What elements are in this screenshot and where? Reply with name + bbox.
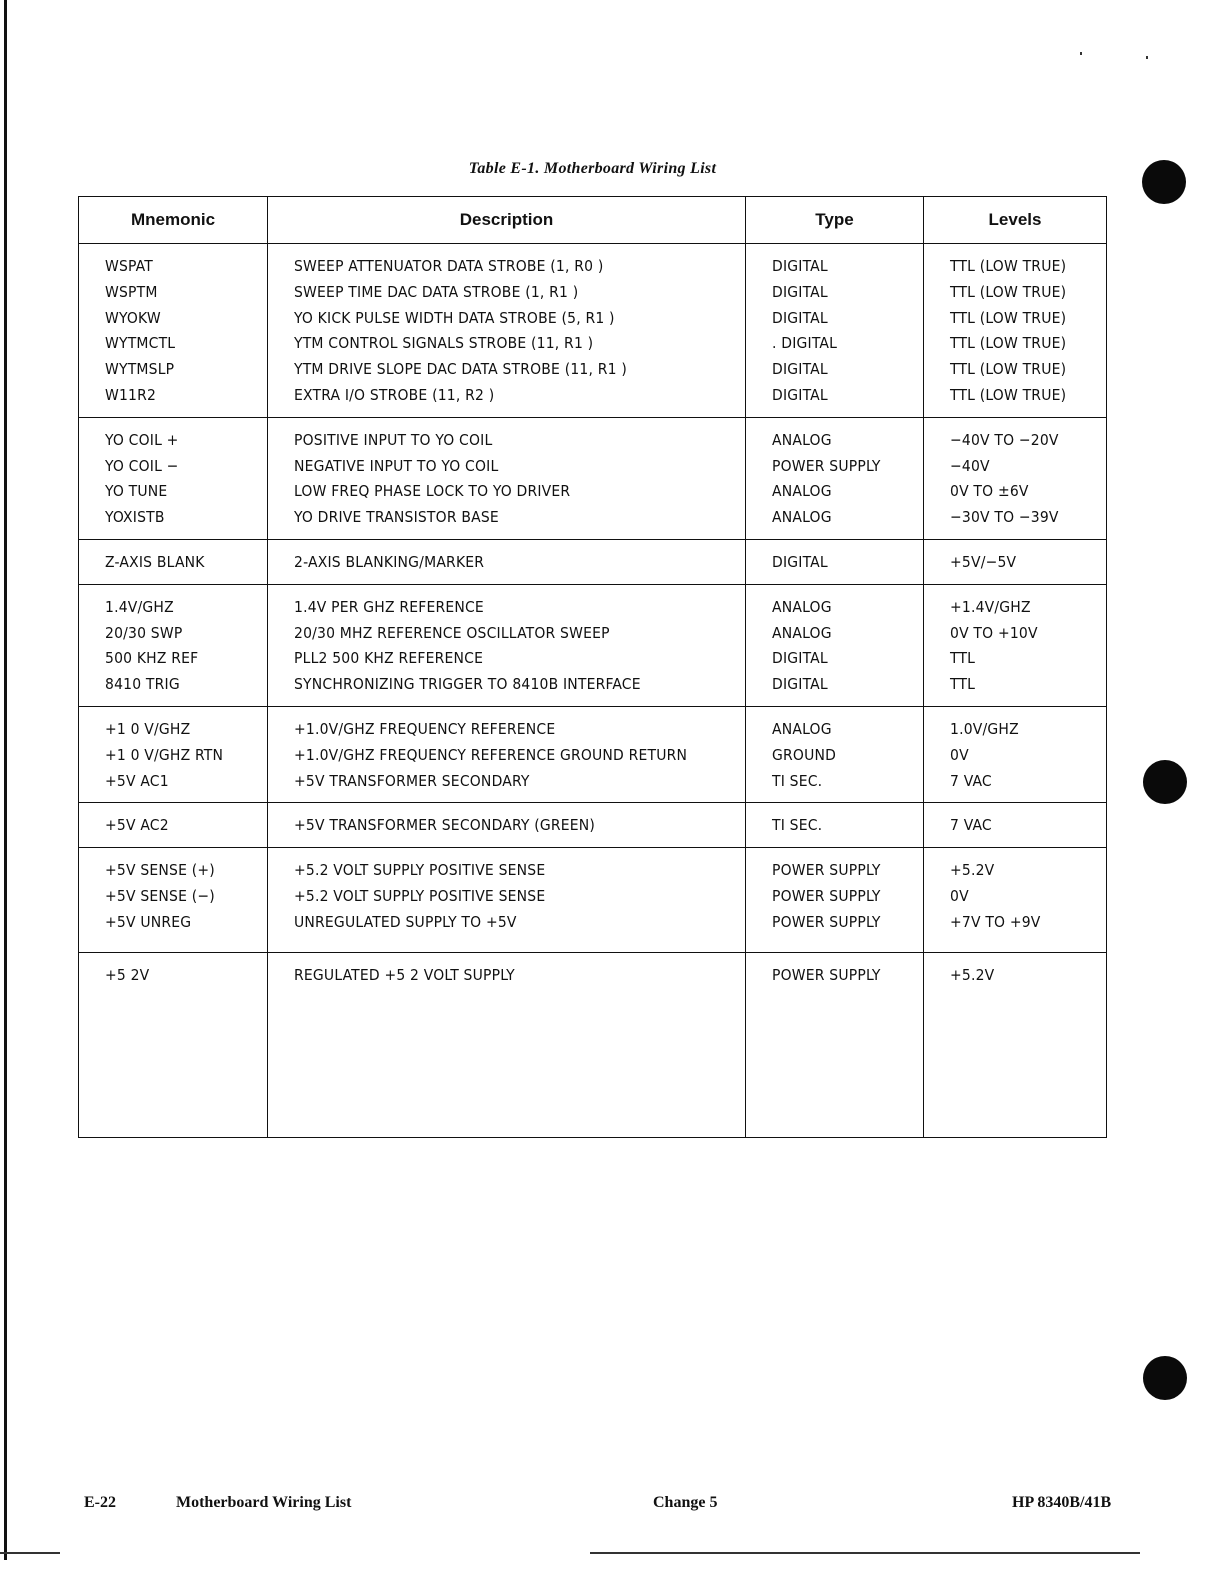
cell-mnemonic: [79, 539, 268, 584]
levels-value: +5V/−5V: [950, 552, 1017, 571]
levels-value: TTL (LOW TRUE): [950, 308, 1067, 327]
levels-value: 0V: [950, 886, 969, 905]
table-group-row: [79, 584, 1107, 706]
description-value: +5.2 VOLT SUPPLY POSITIVE SENSE: [294, 886, 546, 905]
mnemonic-value: +1 0 V/GHZ RTN: [105, 745, 224, 764]
cell-mnemonic: [79, 848, 268, 952]
description-value: UNREGULATED SUPPLY TO +5V: [294, 912, 517, 931]
type-value: POWER SUPPLY: [772, 456, 881, 475]
header-type: Type: [746, 197, 924, 244]
cell-description: [268, 539, 746, 584]
cell-type: [746, 952, 924, 1137]
type-value: POWER SUPPLY: [772, 861, 881, 880]
table-group-row: [79, 244, 1107, 418]
mnemonic-value: +5V SENSE (−): [105, 886, 215, 905]
description-value: +1.0V/GHZ FREQUENCY REFERENCE GROUND RETURN: [294, 745, 688, 764]
levels-value: TTL: [950, 675, 976, 694]
mnemonic-value: YOXISTB: [105, 508, 165, 527]
cell-mnemonic: [79, 952, 268, 1137]
cell-mnemonic: [79, 584, 268, 706]
binder-hole-middle: [1143, 760, 1187, 804]
levels-value: TTL: [950, 649, 976, 668]
type-value: DIGITAL: [772, 385, 828, 404]
mnemonic-value: 1.4V/GHZ: [105, 597, 174, 616]
type-value: ANALOG: [772, 430, 832, 449]
header-mnemonic: Mnemonic: [79, 197, 268, 244]
cell-description: [268, 417, 746, 539]
levels-value: 0V TO ±6V: [950, 482, 1029, 501]
type-value: ANALOG: [772, 508, 832, 527]
type-value: GROUND: [772, 745, 837, 764]
bottom-rule-right: [590, 1552, 1140, 1554]
description-value: 1.4V PER GHZ REFERENCE: [294, 597, 484, 616]
type-value: DIGITAL: [772, 649, 828, 668]
description-value: REGULATED +5 2 VOLT SUPPLY: [294, 965, 515, 984]
cell-description: [268, 848, 746, 952]
type-value: ANALOG: [772, 482, 832, 501]
mnemonic-value: 20/30 SWP: [105, 623, 183, 642]
description-value: YTM DRIVE SLOPE DAC DATA STROBE (11, R1 ): [294, 360, 627, 379]
cell-levels: [924, 803, 1107, 848]
type-value: ANALOG: [772, 623, 832, 642]
description-value: YTM CONTROL SIGNALS STROBE (11, R1 ): [294, 334, 594, 353]
cell-type: [746, 584, 924, 706]
mnemonic-value: 8410 TRIG: [105, 675, 180, 694]
description-value: PLL2 500 KHZ REFERENCE: [294, 649, 484, 668]
mnemonic-value: WYOKW: [105, 308, 161, 327]
mnemonic-value: Z-AXIS BLANK: [105, 552, 205, 571]
description-value: POSITIVE INPUT TO YO COIL: [294, 430, 493, 449]
speck-mark: [1080, 52, 1082, 55]
wiring-table: [78, 196, 1107, 1138]
levels-value: +5.2V: [950, 861, 995, 880]
cell-levels: [924, 244, 1107, 418]
type-value: DIGITAL: [772, 552, 828, 571]
type-value: DIGITAL: [772, 282, 828, 301]
mnemonic-value: +5 2V: [105, 965, 150, 984]
description-value: EXTRA I/O STROBE (11, R2 ): [294, 385, 495, 404]
description-value: 2-AXIS BLANKING/MARKER: [294, 552, 485, 571]
levels-value: TTL (LOW TRUE): [950, 334, 1067, 353]
cell-description: [268, 952, 746, 1137]
cell-levels: [924, 848, 1107, 952]
type-value: DIGITAL: [772, 257, 828, 275]
cell-mnemonic: [79, 706, 268, 802]
cell-type: [746, 417, 924, 539]
mnemonic-value: WSPTM: [105, 282, 158, 301]
table-group-row: [79, 417, 1107, 539]
binder-hole-bottom: [1143, 1356, 1187, 1400]
cell-type: [746, 244, 924, 418]
levels-value: −40V: [950, 456, 990, 475]
mnemonic-value: WYTMCTL: [105, 334, 176, 353]
mnemonic-value: W11R2: [105, 385, 157, 404]
speck-mark: [1146, 56, 1148, 59]
type-value: TI SEC.: [772, 816, 823, 835]
mnemonic-value: WYTMSLP: [105, 360, 175, 379]
cell-levels: [924, 584, 1107, 706]
levels-value: 0V: [950, 745, 969, 764]
header-row: [79, 197, 1107, 244]
table-group-row: [79, 952, 1107, 1137]
mnemonic-value: 500 KHZ REF: [105, 649, 199, 668]
header-description: Description: [268, 197, 746, 244]
levels-value: −40V TO −20V: [950, 430, 1059, 449]
cell-description: [268, 584, 746, 706]
cell-levels: [924, 417, 1107, 539]
mnemonic-value: WSPAT: [105, 257, 153, 275]
description-value: +1.0V/GHZ FREQUENCY REFERENCE: [294, 719, 556, 738]
table-group-row: [79, 706, 1107, 802]
cell-type: [746, 803, 924, 848]
table-group-row: [79, 539, 1107, 584]
levels-value: TTL (LOW TRUE): [950, 385, 1067, 404]
type-value: DIGITAL: [772, 360, 828, 379]
type-value: POWER SUPPLY: [772, 886, 881, 905]
mnemonic-value: +1 0 V/GHZ: [105, 719, 191, 738]
header-levels: Levels: [924, 197, 1107, 244]
cell-description: [268, 244, 746, 418]
levels-value: 7 VAC: [950, 771, 992, 790]
cell-levels: [924, 952, 1107, 1137]
levels-value: 0V TO +10V: [950, 623, 1038, 642]
levels-value: TTL (LOW TRUE): [950, 257, 1067, 275]
description-value: NEGATIVE INPUT TO YO COIL: [294, 456, 499, 475]
mnemonic-value: YO COIL −: [105, 456, 179, 475]
levels-value: TTL (LOW TRUE): [950, 360, 1067, 379]
type-value: TI SEC.: [772, 771, 823, 790]
cell-mnemonic: [79, 803, 268, 848]
table-group-row: [79, 803, 1107, 848]
type-value: DIGITAL: [772, 675, 828, 694]
cell-levels: [924, 539, 1107, 584]
levels-value: +5.2V: [950, 965, 995, 984]
description-value: 20/30 MHZ REFERENCE OSCILLATOR SWEEP: [294, 623, 610, 642]
cell-mnemonic: [79, 417, 268, 539]
cell-description: [268, 706, 746, 802]
levels-value: 1.0V/GHZ: [950, 719, 1019, 738]
type-value: ANALOG: [772, 719, 832, 738]
mnemonic-value: YO COIL +: [105, 430, 179, 449]
description-value: +5V TRANSFORMER SECONDARY: [294, 771, 530, 790]
footer-model: HP 8340B/41B: [1012, 1494, 1112, 1511]
description-value: +5.2 VOLT SUPPLY POSITIVE SENSE: [294, 861, 546, 880]
description-value: YO DRIVE TRANSISTOR BASE: [294, 508, 499, 527]
bottom-rule-left: [0, 1552, 60, 1554]
footer-page-number: E-22: [84, 1494, 116, 1511]
footer-section-title: Motherboard Wiring List: [176, 1494, 352, 1511]
type-value: ANALOG: [772, 597, 832, 616]
description-value: SYNCHRONIZING TRIGGER TO 8410B INTERFACE: [294, 675, 641, 694]
cell-description: [268, 803, 746, 848]
table-group-row: [79, 848, 1107, 952]
type-value: DIGITAL: [772, 308, 828, 327]
cell-type: [746, 539, 924, 584]
mnemonic-value: +5V AC1: [105, 771, 169, 790]
mnemonic-value: +5V UNREG: [105, 912, 192, 931]
description-value: LOW FREQ PHASE LOCK TO YO DRIVER: [294, 482, 571, 501]
cell-type: [746, 848, 924, 952]
type-value: . DIGITAL: [772, 334, 838, 353]
table-caption: Table E-1. Motherboard Wiring List: [468, 160, 717, 177]
description-value: YO KICK PULSE WIDTH DATA STROBE (5, R1 ): [294, 308, 615, 327]
cell-mnemonic: [79, 244, 268, 418]
page-margin-rule: [4, 0, 7, 1560]
footer-change: Change 5: [653, 1494, 718, 1511]
levels-value: TTL (LOW TRUE): [950, 282, 1067, 301]
levels-value: 7 VAC: [950, 816, 992, 835]
cell-levels: [924, 706, 1107, 802]
mnemonic-value: +5V SENSE (+): [105, 861, 215, 880]
levels-value: +1.4V/GHZ: [950, 597, 1031, 616]
type-value: POWER SUPPLY: [772, 912, 881, 931]
description-value: +5V TRANSFORMER SECONDARY (GREEN): [294, 816, 596, 835]
levels-value: +7V TO +9V: [950, 912, 1041, 931]
description-value: SWEEP ATTENUATOR DATA STROBE (1, R0 ): [294, 257, 604, 275]
cell-type: [746, 706, 924, 802]
type-value: POWER SUPPLY: [772, 965, 881, 984]
mnemonic-value: YO TUNE: [105, 482, 168, 501]
description-value: SWEEP TIME DAC DATA STROBE (1, R1 ): [294, 282, 579, 301]
levels-value: −30V TO −39V: [950, 508, 1059, 527]
mnemonic-value: +5V AC2: [105, 816, 169, 835]
